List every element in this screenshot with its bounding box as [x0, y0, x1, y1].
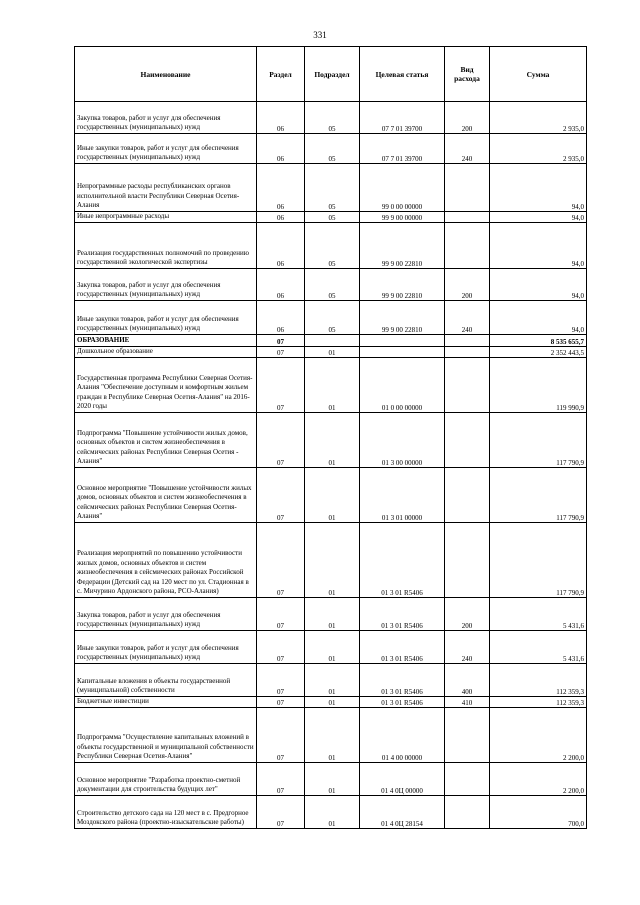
- cell-statya: 01 3 01 R5406: [360, 598, 445, 631]
- cell-podrazdel: 05: [305, 164, 360, 212]
- table-row: [75, 697, 587, 708]
- cell-summa: 94,0: [490, 301, 587, 335]
- cell-razdel: 06: [257, 269, 305, 301]
- cell-razdel: 06: [257, 223, 305, 269]
- cell-name: Реализация мероприятий по повышению устойчивости жилых домов, основных объектов и систем жизнеобеспечения в сейсмических районах Российской Федерации (Детский сад на 120 мест по ул. Стадионная в с. Мичурино Ардонского района, РСО-Алания): [75, 523, 257, 598]
- cell-name: Реализация государственных полномочий по проведению государственной экологической экспертизы: [75, 223, 257, 269]
- cell-summa: 2 935,0: [490, 134, 587, 164]
- cell-podrazdel: [305, 335, 360, 347]
- cell-statya: 01 3 01 R5406: [360, 631, 445, 664]
- cell-name: Иные закупки товаров, работ и услуг для обеспечения государственных (муниципальных) нужд: [75, 134, 257, 164]
- cell-vid: 400: [445, 664, 490, 697]
- cell-vid: 240: [445, 301, 490, 335]
- cell-razdel: 07: [257, 347, 305, 358]
- cell-summa: 117 790,9: [490, 468, 587, 523]
- cell-name: Иные закупки товаров, работ и услуг для обеспечения государственных (муниципальных) нужд: [75, 301, 257, 335]
- cell-summa: 700,0: [490, 796, 587, 829]
- cell-razdel: 07: [257, 664, 305, 697]
- cell-name: Иные закупки товаров, работ и услуг для обеспечения государственных (муниципальных) нужд: [75, 631, 257, 664]
- cell-podrazdel: 01: [305, 664, 360, 697]
- budget-table: [74, 46, 587, 829]
- cell-summa: 119 990,9: [490, 358, 587, 413]
- cell-name: Иные непрограммные расходы: [75, 212, 257, 223]
- cell-statya: 01 3 01 R5406: [360, 697, 445, 708]
- cell-statya: 99 0 00 00000: [360, 164, 445, 212]
- cell-podrazdel: 05: [305, 223, 360, 269]
- col-header-statya: Целевая статья: [360, 47, 445, 102]
- cell-statya: 01 0 00 00000: [360, 358, 445, 413]
- cell-summa: 2 935,0: [490, 102, 587, 134]
- cell-razdel: 07: [257, 631, 305, 664]
- table-row: [75, 468, 587, 523]
- table-row: [75, 212, 587, 223]
- cell-vid: 200: [445, 102, 490, 134]
- cell-vid: [445, 413, 490, 468]
- table-row: [75, 301, 587, 335]
- cell-podrazdel: 01: [305, 468, 360, 523]
- table-row: [75, 358, 587, 413]
- cell-podrazdel: 01: [305, 358, 360, 413]
- table-row: [75, 102, 587, 134]
- col-header-vid: Вид расхода: [445, 47, 490, 102]
- cell-statya: 01 4 0Ц 00000: [360, 763, 445, 796]
- cell-summa: 2 200,0: [490, 763, 587, 796]
- cell-vid: [445, 335, 490, 347]
- table-row: [75, 269, 587, 301]
- cell-razdel: 07: [257, 468, 305, 523]
- cell-name: Бюджетные инвестиции: [75, 697, 257, 708]
- cell-statya: 99 9 00 00000: [360, 212, 445, 223]
- cell-statya: 01 3 00 00000: [360, 413, 445, 468]
- cell-vid: [445, 212, 490, 223]
- cell-name: Капитальные вложения в объекты государственной (муниципальной) собственности: [75, 664, 257, 697]
- cell-razdel: 07: [257, 358, 305, 413]
- cell-podrazdel: 05: [305, 102, 360, 134]
- cell-name: Закупка товаров, работ и услуг для обеспечения государственных (муниципальных) нужд: [75, 598, 257, 631]
- cell-statya: [360, 335, 445, 347]
- cell-podrazdel: 01: [305, 631, 360, 664]
- cell-summa: 94,0: [490, 164, 587, 212]
- cell-name: Строительство детского сада на 120 мест в с. Предгорное Моздокского района (проектно-изыскательские работы): [75, 796, 257, 829]
- table-row: [75, 664, 587, 697]
- table-row: [75, 708, 587, 763]
- cell-statya: [360, 347, 445, 358]
- cell-name: Основное мероприятие "Повышение устойчивости жилых домов, основных объектов и систем жизнеобеспечения в сейсмических районах Республики Северная Осетия-Алания": [75, 468, 257, 523]
- cell-statya: 07 7 01 39700: [360, 134, 445, 164]
- cell-razdel: 07: [257, 763, 305, 796]
- cell-razdel: 06: [257, 134, 305, 164]
- cell-podrazdel: 01: [305, 796, 360, 829]
- cell-vid: [445, 347, 490, 358]
- cell-statya: 99 9 00 22810: [360, 269, 445, 301]
- cell-razdel: 06: [257, 102, 305, 134]
- cell-name: ОБРАЗОВАНИЕ: [75, 335, 257, 347]
- cell-summa: 112 359,3: [490, 697, 587, 708]
- cell-vid: [445, 708, 490, 763]
- cell-podrazdel: 05: [305, 301, 360, 335]
- cell-summa: 8 535 655,7: [490, 335, 587, 347]
- cell-name: Закупка товаров, работ и услуг для обеспечения государственных (муниципальных) нужд: [75, 102, 257, 134]
- cell-statya: 01 4 0Ц 28154: [360, 796, 445, 829]
- cell-name: Подпрограмма "Повышение устойчивости жилых домов, основных объектов и систем жизнеобеспечения в сейсмических районах Республики Северная Осетия - Алания": [75, 413, 257, 468]
- cell-vid: [445, 468, 490, 523]
- col-header-podrazdel: Подраздел: [305, 47, 360, 102]
- col-header-summa: Сумма: [490, 47, 587, 102]
- cell-vid: [445, 358, 490, 413]
- cell-razdel: 07: [257, 413, 305, 468]
- table-row: [75, 598, 587, 631]
- cell-podrazdel: 05: [305, 134, 360, 164]
- cell-vid: [445, 763, 490, 796]
- table-row: [75, 413, 587, 468]
- cell-razdel: 07: [257, 335, 305, 347]
- cell-name: Закупка товаров, работ и услуг для обеспечения государственных (муниципальных) нужд: [75, 269, 257, 301]
- table-row: [75, 347, 587, 358]
- cell-podrazdel: 05: [305, 212, 360, 223]
- cell-podrazdel: 01: [305, 697, 360, 708]
- cell-vid: [445, 523, 490, 598]
- cell-summa: 2 352 443,5: [490, 347, 587, 358]
- cell-statya: 01 3 01 00000: [360, 468, 445, 523]
- table-header-row: [75, 47, 587, 102]
- table-row: [75, 631, 587, 664]
- cell-name: Подпрограмма "Осуществление капитальных вложений в объекты государственной и муниципальной собственности Республики Северная Осетия-Алания": [75, 708, 257, 763]
- cell-podrazdel: 01: [305, 763, 360, 796]
- cell-summa: 112 359,3: [490, 664, 587, 697]
- table-row: [75, 335, 587, 347]
- cell-statya: 99 9 00 22810: [360, 223, 445, 269]
- cell-podrazdel: 01: [305, 598, 360, 631]
- cell-summa: 117 790,9: [490, 413, 587, 468]
- table-row: [75, 164, 587, 212]
- table-row: [75, 134, 587, 164]
- cell-razdel: 07: [257, 697, 305, 708]
- cell-vid: [445, 164, 490, 212]
- cell-podrazdel: 05: [305, 269, 360, 301]
- cell-vid: 200: [445, 269, 490, 301]
- cell-podrazdel: 01: [305, 413, 360, 468]
- cell-summa: 5 431,6: [490, 598, 587, 631]
- col-header-name: Наименование: [75, 47, 257, 102]
- cell-summa: 2 200,0: [490, 708, 587, 763]
- table-row: [75, 796, 587, 829]
- cell-vid: 200: [445, 598, 490, 631]
- cell-razdel: 07: [257, 598, 305, 631]
- cell-summa: 94,0: [490, 269, 587, 301]
- cell-name: Государственная программа Республики Северная Осетия-Алания "Обеспечение доступным и комфортным жильем граждан в Республике Северная Осетия-Алания" на 2016-2020 годы: [75, 358, 257, 413]
- cell-statya: 01 4 00 00000: [360, 708, 445, 763]
- cell-vid: [445, 796, 490, 829]
- cell-summa: 5 431,6: [490, 631, 587, 664]
- cell-statya: 01 3 01 R5406: [360, 664, 445, 697]
- cell-name: Дошкольное образование: [75, 347, 257, 358]
- cell-name: Непрограммные расходы республиканских органов исполнительной власти Республики Северная Осетия-Алания: [75, 164, 257, 212]
- table-row: [75, 223, 587, 269]
- cell-vid: 240: [445, 134, 490, 164]
- cell-podrazdel: 01: [305, 347, 360, 358]
- cell-podrazdel: 01: [305, 708, 360, 763]
- cell-summa: 94,0: [490, 212, 587, 223]
- col-header-razdel: Раздел: [257, 47, 305, 102]
- cell-vid: 410: [445, 697, 490, 708]
- cell-statya: 07 7 01 39700: [360, 102, 445, 134]
- cell-razdel: 06: [257, 212, 305, 223]
- page-number: 331: [313, 30, 327, 40]
- cell-statya: 01 3 01 R5406: [360, 523, 445, 598]
- table-row: [75, 523, 587, 598]
- cell-razdel: 07: [257, 523, 305, 598]
- cell-vid: [445, 223, 490, 269]
- cell-name: Основное мероприятие "Разработка проектно-сметной документации для строительства будущих лет": [75, 763, 257, 796]
- cell-vid: 240: [445, 631, 490, 664]
- cell-podrazdel: 01: [305, 523, 360, 598]
- cell-statya: 99 9 00 22810: [360, 301, 445, 335]
- cell-razdel: 06: [257, 301, 305, 335]
- cell-summa: 117 790,9: [490, 523, 587, 598]
- cell-razdel: 06: [257, 164, 305, 212]
- cell-razdel: 07: [257, 796, 305, 829]
- table-row: [75, 763, 587, 796]
- cell-summa: 94,0: [490, 223, 587, 269]
- cell-razdel: 07: [257, 708, 305, 763]
